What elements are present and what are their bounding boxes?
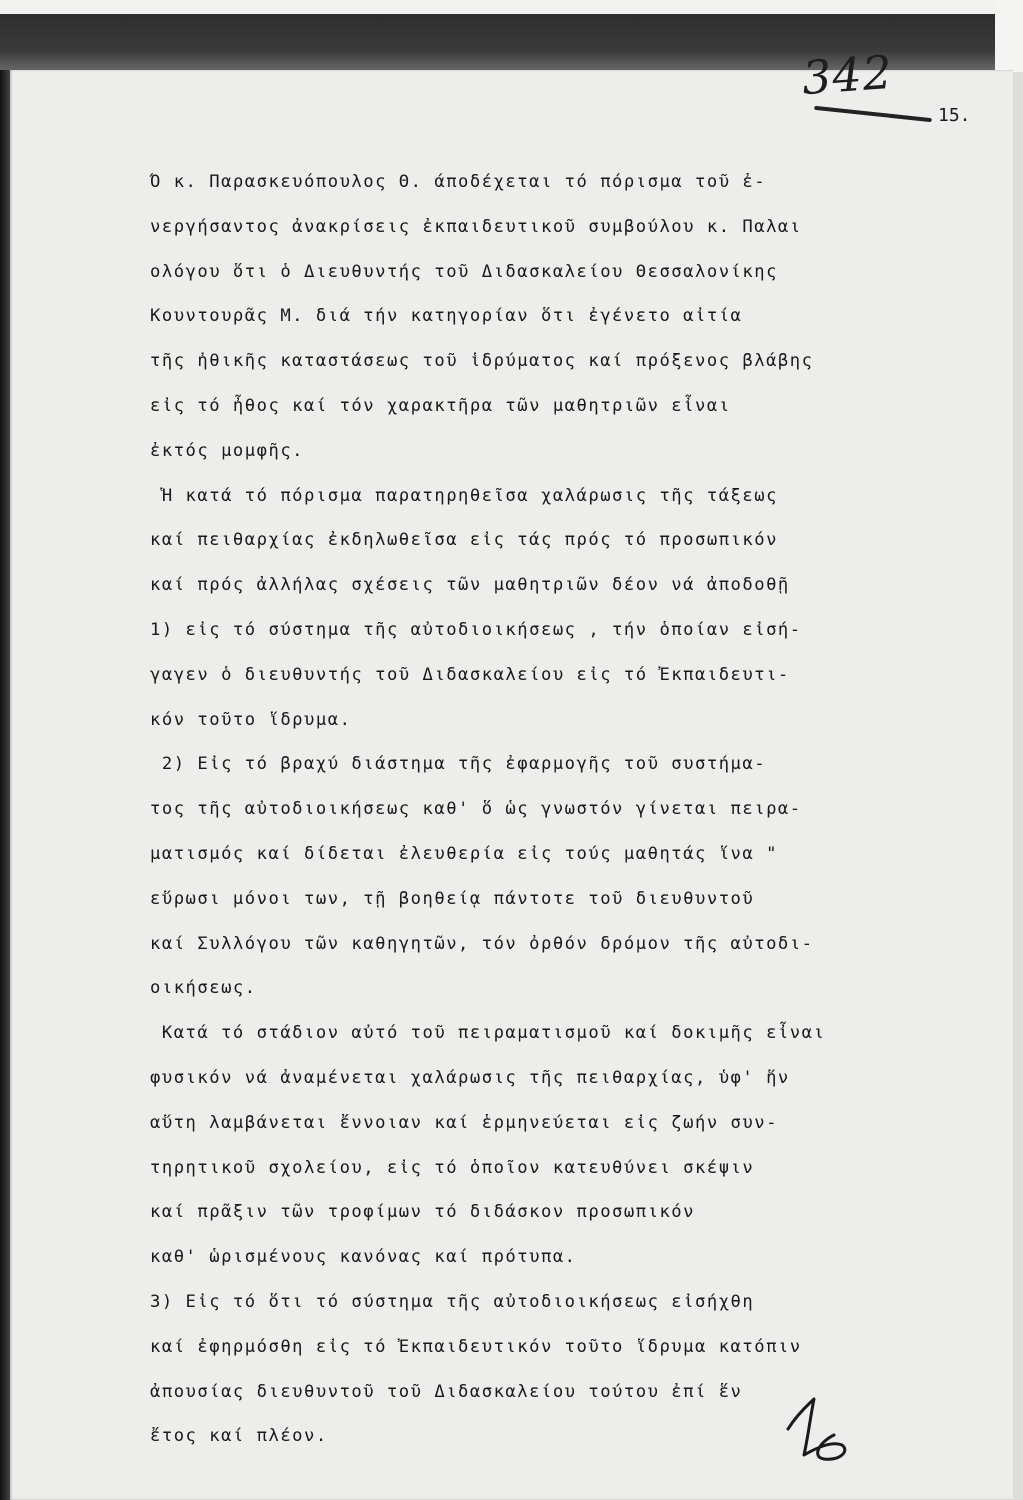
scan-top-margin [0,0,1023,14]
text-line: οικήσεως. [150,978,257,999]
text-line: καί πρᾶξιν τῶν τροφίμων τό διδάσκον προσωπικόν [150,1202,695,1223]
text-line: 1) εἰς τό σύστημα τῆς αὐτοδιοικήσεως , τήν ὁποίαν εἰσή- [150,619,802,640]
text-line: εἰς τό ἦθος καί τόν χαρακτῆρα τῶν μαθητριῶν εἶναι [150,395,731,416]
text-line: καί πειθαρχίας ἐκδηλωθεῖσα εἰς τάς πρός τό προσωπικόν [150,530,778,551]
text-line: Ἡ κατά τό πόρισμα παρατηρηθεῖσα χαλάρωσις τῆς τάξεως [150,485,778,506]
text-line: νεργήσαντος ἀνακρίσεις ἐκπαιδευτικοῦ συμβούλου κ. Παλαι [150,216,802,237]
handwritten-signature [780,1385,860,1465]
text-line: τῆς ἠθικῆς καταστάσεως τοῦ ἱδρύματος καί πρόξενος βλάβης [150,351,814,372]
text-line: ἀπουσίας διευθυντοῦ τοῦ Διδασκαλείου τούτου ἐπί ἕν [150,1381,743,1402]
scan-top-right-margin [995,0,1023,72]
text-line: καί πρός ἀλλήλας σχέσεις τῶν μαθητριῶν δέον νά ἀποδοθῇ [150,575,790,596]
text-line: κόν τοῦτο ἵδρυμα. [150,709,352,730]
text-line: Κατά τό στάδιον αὐτό τοῦ πειραματισμοῦ καί δοκιμῆς εἶναι [150,1023,826,1044]
text-line: Κουντουρᾶς Μ. διά τήν κατηγορίαν ὅτι ἐγένετο αἰτία [150,306,743,327]
text-line: 2) Εἰς τό βραχύ διάστημα τῆς ἐφαρμογῆς τοῦ συστήμα- [150,754,767,775]
text-line: φυσικόν νά ἀναμένεται χαλάρωσις τῆς πειθαρχίας, ὑφ' ἥν [150,1067,790,1088]
text-line: αὕτη λαμβάνεται ἔννοιαν καί ἑρμηνεύεται εἰς ζωήν συν- [150,1112,778,1133]
text-line: 3) Εἰς τό ὅτι τό σύστημα τῆς αὐτοδιοικήσεως εἰσήχθη [150,1291,755,1312]
text-line: ἐκτός μομφῆς. [150,440,305,461]
text-line: εὕρωσι μόνοι των, τῇ βοηθείᾳ πάντοτε τοῦ διευθυντοῦ [150,888,755,909]
text-line: Ό κ. Παρασκευόπουλος Θ. άποδέχεται τό πόρισμα τοῦ ἐ- [150,172,767,192]
text-line: καί ἐφηρμόσθη εἰς τό Ἐκπαιδευτικόν τοῦτο ἵδρυμα κατόπιν [150,1336,802,1357]
text-line: ἔτος καί πλέον. [150,1426,328,1447]
text-line: γαγεν ὁ διευθυντής τοῦ Διδασκαλείου εἰς τό Ἐκπαιδευτι- [150,664,790,685]
text-line: ολόγου ὅτι ὁ Διευθυντής τοῦ Διδασκαλείου Θεσσαλονίκης [150,261,778,282]
text-line: καθ' ὡρισμένους κανόνας καί πρότυπα. [150,1247,577,1268]
handwritten-archive-number: 342 [800,44,895,106]
binding-edge [0,70,10,1500]
text-line: ματισμός καί δίδεται ἐλευθερία εἰς τούς μαθητάς ἵνα " [150,843,778,864]
text-line: καί Συλλόγου τῶν καθηγητῶν, τόν ὀρθόν δρόμον τῆς αὐτοδι- [150,933,814,954]
page-number: 15. [938,105,971,126]
text-line: τηρητικοῦ σχολείου, εἰς τό ὁποῖον κατευθύνει σκέψιν [150,1157,755,1178]
text-line: τος τῆς αὐτοδιοικήσεως καθ' ὅ ὡς γνωστόν γίνεται πειρα- [150,799,802,820]
typed-text-body [150,160,1010,1459]
